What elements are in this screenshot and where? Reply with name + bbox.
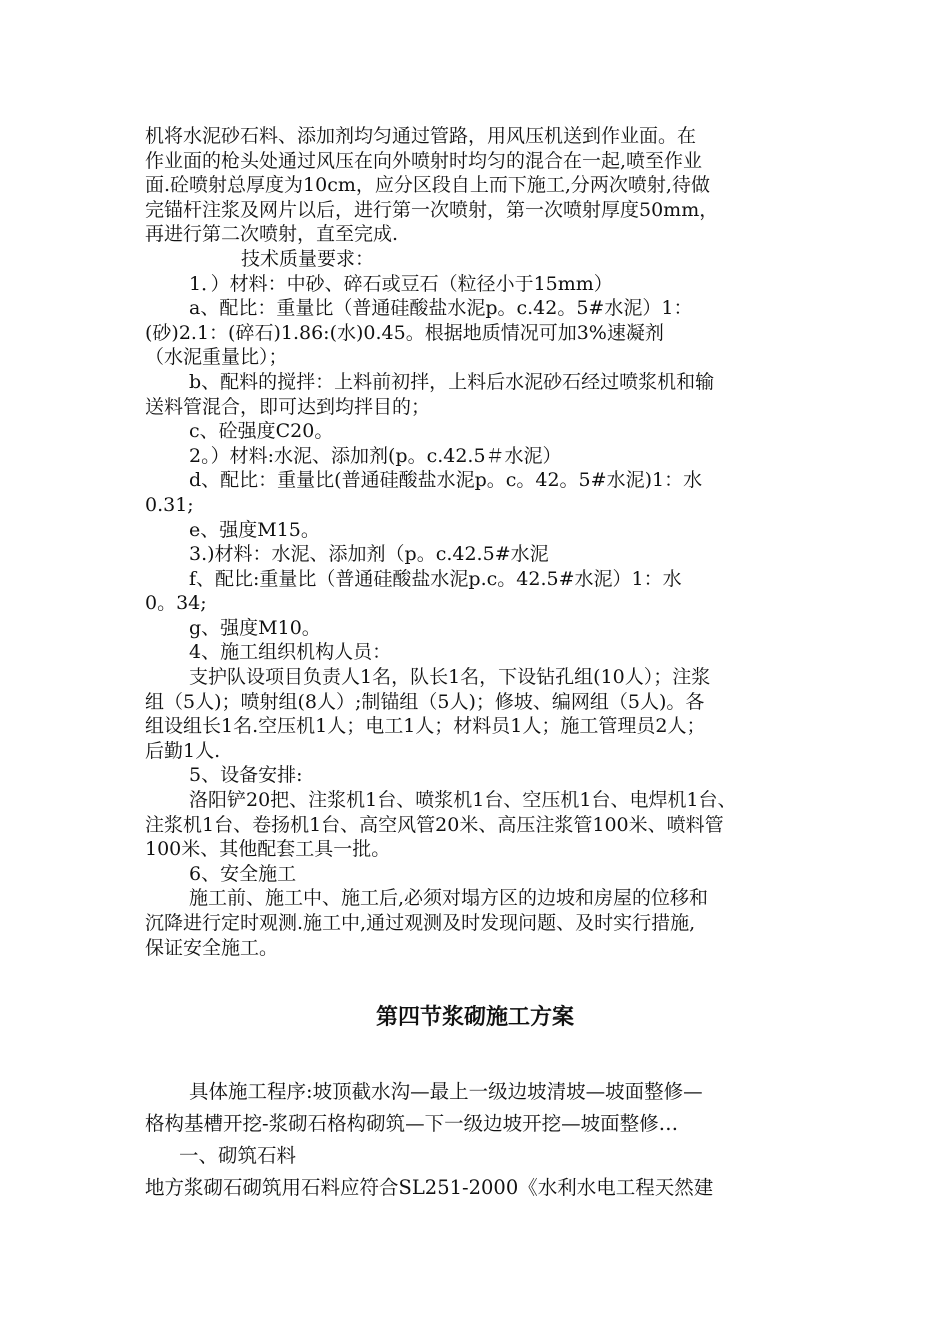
paragraph-line: 0.31; — [145, 493, 194, 516]
list-item: 1．）材料：中砂、碎石或豆石（粒径小于15mm） — [189, 272, 613, 295]
paragraph-line: 格构基槽开挖-浆砌石格构砌筑—下一级边坡开挖—坡面整修… — [145, 1112, 679, 1135]
list-item: 2。）材料:水泥、添加剂(p。c.42.5＃水泥） — [189, 444, 562, 467]
paragraph-line: 沉降进行定时观测.施工中,通过观测及时发现问题、及时实行措施, — [145, 912, 696, 934]
list-item: e、强度M15。 — [189, 518, 320, 541]
paragraph-line: 地方浆砌石砌筑用石料应符合SL251-2000《水利水电工程天然建 — [145, 1176, 714, 1199]
section-title: 第四节浆砌施工方案 — [375, 1005, 574, 1030]
list-item: 3.)材料：水泥、添加剂（p。c.42.5#水泥 — [189, 543, 549, 566]
list-item: g、强度M10。 — [189, 616, 321, 639]
paragraph-line: 面.砼喷射总厚度为10cm，应分区段自上而下施工,分两次喷射,待做 — [145, 174, 710, 197]
list-item: 支护队设项目负责人1名，队长1名，下设钻孔组(10人）；注浆 — [189, 666, 711, 689]
list-item: b、配料的搅拌：上料前初拌，上料后水泥砂石经过喷浆机和输 — [189, 370, 715, 393]
paragraph-line: 具体施工程序:坡顶截水沟—最上一级边坡清坡—坡面整修— — [189, 1080, 703, 1103]
paragraph-line: 完锚杆注浆及网片以后，进行第一次喷射，第一次喷射厚度50mm， — [145, 198, 719, 221]
list-item: 洛阳铲20把、注浆机1台、喷浆机1台、空压机1台、电焊机1台、 — [189, 789, 737, 812]
list-item: f、配比:重量比（普通硅酸盐水泥p.c。42.5#水泥）1：水 — [189, 567, 682, 590]
paragraph-line: 后勤1人. — [145, 739, 221, 762]
subheading-quality-requirements: 技术质量要求： — [241, 247, 375, 270]
paragraph-line: 0。34; — [145, 592, 207, 615]
paragraph-line: 保证安全施工。 — [145, 936, 279, 959]
list-item: 施工前、施工中、施工后,必须对塌方区的边坡和房屋的位移和 — [189, 887, 709, 910]
list-item: c、砼强度C20。 — [189, 420, 334, 443]
section-body-support — [145, 124, 825, 960]
paragraph-line: 100米、其他配套工具一批。 — [145, 838, 391, 861]
paragraph-line: (砂)2.1：(碎石)1.86:(水)0.45。根据地质情况可加3%速凝剂 — [145, 321, 664, 344]
paragraph-line: （水泥重量比）； — [145, 346, 288, 369]
list-item: a、配比：重量比（普通硅酸盐水泥p。c.42。5#水泥）1： — [189, 297, 693, 320]
paragraph-line: 作业面的枪头处通过风压在向外喷射时均匀的混合在一起,喷至作业 — [145, 149, 703, 172]
paragraph-line: 机将水泥砂石料、添加剂均匀通过管路，用风压机送到作业面。在 — [145, 125, 697, 147]
paragraph-line: 组（5人)；喷射组(8人）;制锚组（5人)；修坡、编网组（5人)。各 — [145, 690, 705, 713]
list-item: 5、设备安排: — [189, 764, 303, 787]
list-item: d、配比：重量比(普通硅酸盐水泥p。c。42。5#水泥)1：水 — [189, 469, 703, 492]
list-item: 4、施工组织机构人员： — [189, 641, 392, 664]
list-item: 6、安全施工 — [189, 862, 297, 885]
paragraph-line: 注浆机1台、卷扬机1台、高空风管20米、高压注浆管100米、喷料管 — [145, 813, 724, 836]
section-body-masonry — [145, 1076, 825, 1204]
paragraph-line: 再进行第二次喷射，直至完成. — [145, 223, 399, 246]
paragraph-line: 送料管混合，即可达到均拌目的； — [145, 395, 431, 418]
subheading-masonry-stone: 一、砌筑石料 — [179, 1144, 297, 1167]
paragraph-line: 组设组长1名.空压机1人；电工1人；材料员1人；施工管理员2人； — [145, 715, 706, 738]
